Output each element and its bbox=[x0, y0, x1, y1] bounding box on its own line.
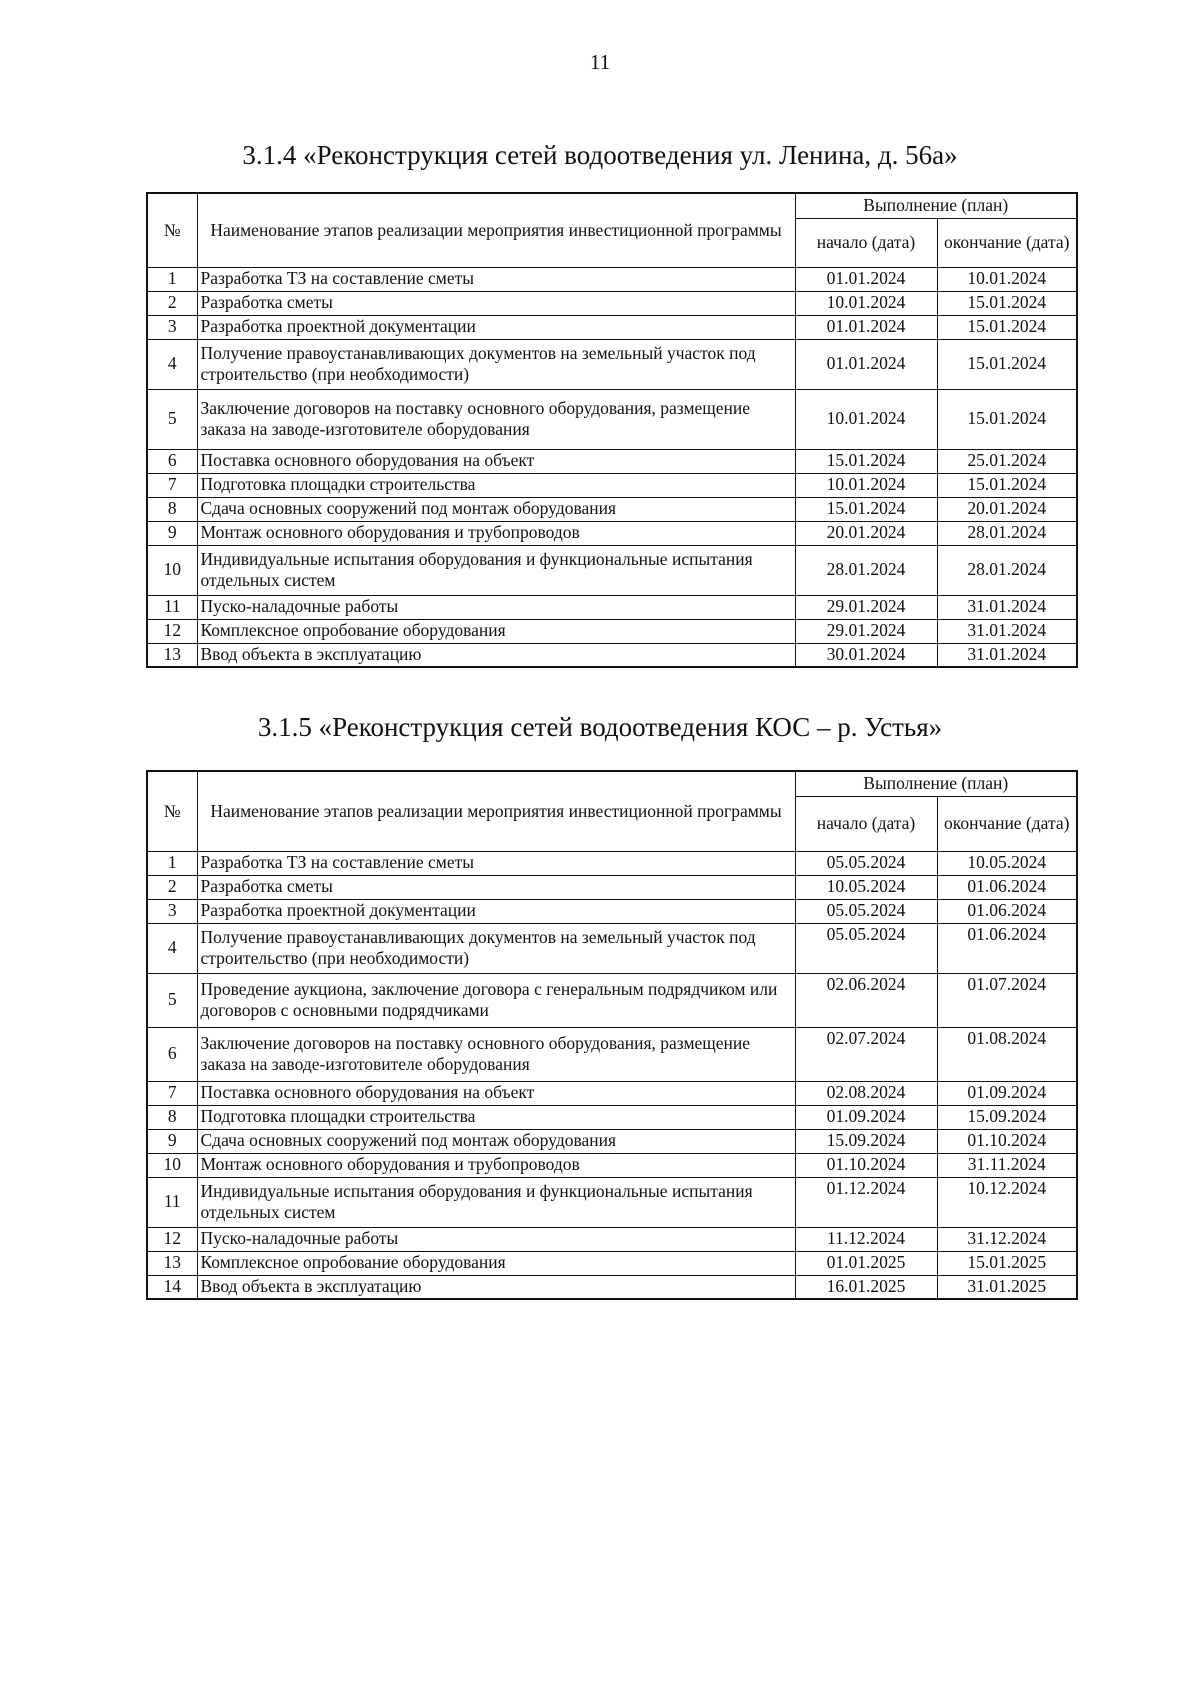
row-start-date: 01.09.2024 bbox=[795, 1105, 937, 1129]
row-stage-name: Получение правоустанавливающих документов на земельный участок под строительство (при необходимости) bbox=[197, 923, 795, 973]
row-end-date: 01.08.2024 bbox=[937, 1027, 1077, 1081]
row-number: 1 bbox=[147, 851, 197, 875]
row-end-date: 15.09.2024 bbox=[937, 1105, 1077, 1129]
row-end-date: 15.01.2025 bbox=[937, 1251, 1077, 1275]
table-row bbox=[147, 619, 1077, 643]
row-end-date: 15.01.2024 bbox=[937, 339, 1077, 389]
row-start-date: 05.05.2024 bbox=[795, 923, 937, 973]
table-row bbox=[147, 1129, 1077, 1153]
row-stage-name: Разработка проектной документации bbox=[197, 899, 795, 923]
row-number: 5 bbox=[147, 389, 197, 449]
row-end-date: 31.01.2024 bbox=[937, 619, 1077, 643]
header-execution: Выполнение (план) bbox=[795, 771, 1077, 796]
table-row bbox=[147, 267, 1077, 291]
row-stage-name: Поставка основного оборудования на объект bbox=[197, 449, 795, 473]
table-row bbox=[147, 1081, 1077, 1105]
row-end-date: 01.06.2024 bbox=[937, 899, 1077, 923]
row-stage-name: Индивидуальные испытания оборудования и функциональные испытания отдельных систем bbox=[197, 545, 795, 595]
row-start-date: 02.06.2024 bbox=[795, 973, 937, 1027]
table-row bbox=[147, 449, 1077, 473]
row-stage-name: Разработка ТЗ на составление сметы bbox=[197, 851, 795, 875]
row-number: 11 bbox=[147, 595, 197, 619]
header-end: окончание (дата) bbox=[937, 218, 1077, 267]
row-start-date: 10.05.2024 bbox=[795, 875, 937, 899]
table-row bbox=[147, 643, 1077, 667]
table-row bbox=[147, 595, 1077, 619]
row-end-date: 01.06.2024 bbox=[937, 923, 1077, 973]
row-start-date: 02.07.2024 bbox=[795, 1027, 937, 1081]
table-row bbox=[147, 389, 1077, 449]
table-row bbox=[147, 1153, 1077, 1177]
row-start-date: 01.12.2024 bbox=[795, 1177, 937, 1227]
row-end-date: 10.05.2024 bbox=[937, 851, 1077, 875]
row-end-date: 01.06.2024 bbox=[937, 875, 1077, 899]
row-stage-name: Пуско-наладочные работы bbox=[197, 595, 795, 619]
row-stage-name: Комплексное опробование оборудования bbox=[197, 1251, 795, 1275]
row-start-date: 01.01.2025 bbox=[795, 1251, 937, 1275]
table-row bbox=[147, 339, 1077, 389]
row-number: 12 bbox=[147, 619, 197, 643]
row-number: 8 bbox=[147, 1105, 197, 1129]
row-stage-name: Разработка проектной документации bbox=[197, 315, 795, 339]
row-stage-name: Комплексное опробование оборудования bbox=[197, 619, 795, 643]
row-stage-name: Монтаж основного оборудования и трубопроводов bbox=[197, 521, 795, 545]
row-stage-name: Сдача основных сооружений под монтаж оборудования bbox=[197, 497, 795, 521]
row-end-date: 31.01.2024 bbox=[937, 595, 1077, 619]
table-row bbox=[147, 315, 1077, 339]
row-end-date: 31.01.2024 bbox=[937, 643, 1077, 667]
row-start-date: 15.01.2024 bbox=[795, 449, 937, 473]
row-end-date: 01.10.2024 bbox=[937, 1129, 1077, 1153]
table-row bbox=[147, 851, 1077, 875]
table-row bbox=[147, 545, 1077, 595]
row-stage-name: Разработка сметы bbox=[197, 291, 795, 315]
row-number: 7 bbox=[147, 473, 197, 497]
row-stage-name: Монтаж основного оборудования и трубопроводов bbox=[197, 1153, 795, 1177]
row-start-date: 10.01.2024 bbox=[795, 473, 937, 497]
row-end-date: 20.01.2024 bbox=[937, 497, 1077, 521]
table-row bbox=[147, 1027, 1077, 1081]
row-number: 8 bbox=[147, 497, 197, 521]
row-end-date: 31.12.2024 bbox=[937, 1227, 1077, 1251]
row-stage-name: Заключение договоров на поставку основного оборудования, размещение заказа на заводе-изготовителе оборудования bbox=[197, 1027, 795, 1081]
section-title: 3.1.4 «Реконструкция сетей водоотведения ул. Ленина, д. 56а» bbox=[242, 140, 958, 170]
row-number: 9 bbox=[147, 521, 197, 545]
row-start-date: 01.10.2024 bbox=[795, 1153, 937, 1177]
row-number: 13 bbox=[147, 1251, 197, 1275]
row-stage-name: Разработка ТЗ на составление сметы bbox=[197, 267, 795, 291]
row-end-date: 15.01.2024 bbox=[937, 315, 1077, 339]
row-end-date: 28.01.2024 bbox=[937, 545, 1077, 595]
row-stage-name: Проведение аукциона, заключение договора с генеральным подрядчиком или договоров с основными подрядчиками bbox=[197, 973, 795, 1027]
header-stage-name: Наименование этапов реализации мероприятия инвестиционной программы bbox=[197, 771, 795, 851]
row-start-date: 02.08.2024 bbox=[795, 1081, 937, 1105]
row-start-date: 29.01.2024 bbox=[795, 619, 937, 643]
row-stage-name: Ввод объекта в эксплуатацию bbox=[197, 1275, 795, 1299]
row-stage-name: Поставка основного оборудования на объект bbox=[197, 1081, 795, 1105]
table-row bbox=[147, 1227, 1077, 1251]
row-number: 1 bbox=[147, 267, 197, 291]
header-start: начало (дата) bbox=[795, 218, 937, 267]
table-row bbox=[147, 875, 1077, 899]
table-row bbox=[147, 1275, 1077, 1299]
table-row bbox=[147, 1177, 1077, 1227]
table-row bbox=[147, 1251, 1077, 1275]
header-execution: Выполнение (план) bbox=[795, 193, 1077, 218]
row-stage-name: Подготовка площадки строительства bbox=[197, 1105, 795, 1129]
row-end-date: 28.01.2024 bbox=[937, 521, 1077, 545]
row-end-date: 15.01.2024 bbox=[937, 389, 1077, 449]
row-start-date: 28.01.2024 bbox=[795, 545, 937, 595]
table-row bbox=[147, 923, 1077, 973]
row-number: 2 bbox=[147, 875, 197, 899]
row-stage-name: Ввод объекта в эксплуатацию bbox=[197, 643, 795, 667]
table-row bbox=[147, 291, 1077, 315]
table-row bbox=[147, 899, 1077, 923]
row-stage-name: Пуско-наладочные работы bbox=[197, 1227, 795, 1251]
row-start-date: 20.01.2024 bbox=[795, 521, 937, 545]
row-stage-name: Подготовка площадки строительства bbox=[197, 473, 795, 497]
row-start-date: 16.01.2025 bbox=[795, 1275, 937, 1299]
table-row bbox=[147, 1105, 1077, 1129]
row-start-date: 10.01.2024 bbox=[795, 291, 937, 315]
table-row bbox=[147, 973, 1077, 1027]
row-number: 12 bbox=[147, 1227, 197, 1251]
row-start-date: 30.01.2024 bbox=[795, 643, 937, 667]
row-number: 6 bbox=[147, 449, 197, 473]
row-stage-name: Индивидуальные испытания оборудования и функциональные испытания отдельных систем bbox=[197, 1177, 795, 1227]
row-number: 4 bbox=[147, 339, 197, 389]
row-start-date: 10.01.2024 bbox=[795, 389, 937, 449]
row-number: 10 bbox=[147, 545, 197, 595]
header-number: № bbox=[147, 193, 197, 267]
row-number: 3 bbox=[147, 315, 197, 339]
row-stage-name: Сдача основных сооружений под монтаж оборудования bbox=[197, 1129, 795, 1153]
row-stage-name: Разработка сметы bbox=[197, 875, 795, 899]
row-number: 2 bbox=[147, 291, 197, 315]
row-start-date: 15.01.2024 bbox=[795, 497, 937, 521]
schedule-table bbox=[146, 770, 1078, 1300]
table-row bbox=[147, 473, 1077, 497]
row-number: 10 bbox=[147, 1153, 197, 1177]
row-end-date: 10.12.2024 bbox=[937, 1177, 1077, 1227]
row-start-date: 11.12.2024 bbox=[795, 1227, 937, 1251]
row-start-date: 01.01.2024 bbox=[795, 267, 937, 291]
row-stage-name: Получение правоустанавливающих документов на земельный участок под строительство (при необходимости) bbox=[197, 339, 795, 389]
row-end-date: 01.07.2024 bbox=[937, 973, 1077, 1027]
row-number: 9 bbox=[147, 1129, 197, 1153]
row-end-date: 31.11.2024 bbox=[937, 1153, 1077, 1177]
row-end-date: 25.01.2024 bbox=[937, 449, 1077, 473]
row-end-date: 15.01.2024 bbox=[937, 473, 1077, 497]
row-number: 13 bbox=[147, 643, 197, 667]
row-end-date: 15.01.2024 bbox=[937, 291, 1077, 315]
row-start-date: 01.01.2024 bbox=[795, 315, 937, 339]
row-start-date: 05.05.2024 bbox=[795, 851, 937, 875]
row-number: 4 bbox=[147, 923, 197, 973]
row-number: 7 bbox=[147, 1081, 197, 1105]
row-end-date: 31.01.2025 bbox=[937, 1275, 1077, 1299]
row-number: 14 bbox=[147, 1275, 197, 1299]
row-number: 5 bbox=[147, 973, 197, 1027]
row-end-date: 10.01.2024 bbox=[937, 267, 1077, 291]
row-stage-name: Заключение договоров на поставку основного оборудования, размещение заказа на заводе-изготовителе оборудования bbox=[197, 389, 795, 449]
section-title: 3.1.5 «Реконструкция сетей водоотведения КОС – р. Устья» bbox=[257, 712, 943, 742]
table-row bbox=[147, 521, 1077, 545]
row-number: 3 bbox=[147, 899, 197, 923]
row-start-date: 15.09.2024 bbox=[795, 1129, 937, 1153]
header-number: № bbox=[147, 771, 197, 851]
table-row bbox=[147, 497, 1077, 521]
row-start-date: 05.05.2024 bbox=[795, 899, 937, 923]
row-start-date: 29.01.2024 bbox=[795, 595, 937, 619]
row-end-date: 01.09.2024 bbox=[937, 1081, 1077, 1105]
header-end: окончание (дата) bbox=[937, 796, 1077, 851]
row-number: 6 bbox=[147, 1027, 197, 1081]
header-start: начало (дата) bbox=[795, 796, 937, 851]
row-start-date: 01.01.2024 bbox=[795, 339, 937, 389]
header-stage-name: Наименование этапов реализации мероприятия инвестиционной программы bbox=[197, 193, 795, 267]
page-number: 11 bbox=[589, 50, 611, 74]
row-number: 11 bbox=[147, 1177, 197, 1227]
schedule-table bbox=[146, 192, 1078, 668]
